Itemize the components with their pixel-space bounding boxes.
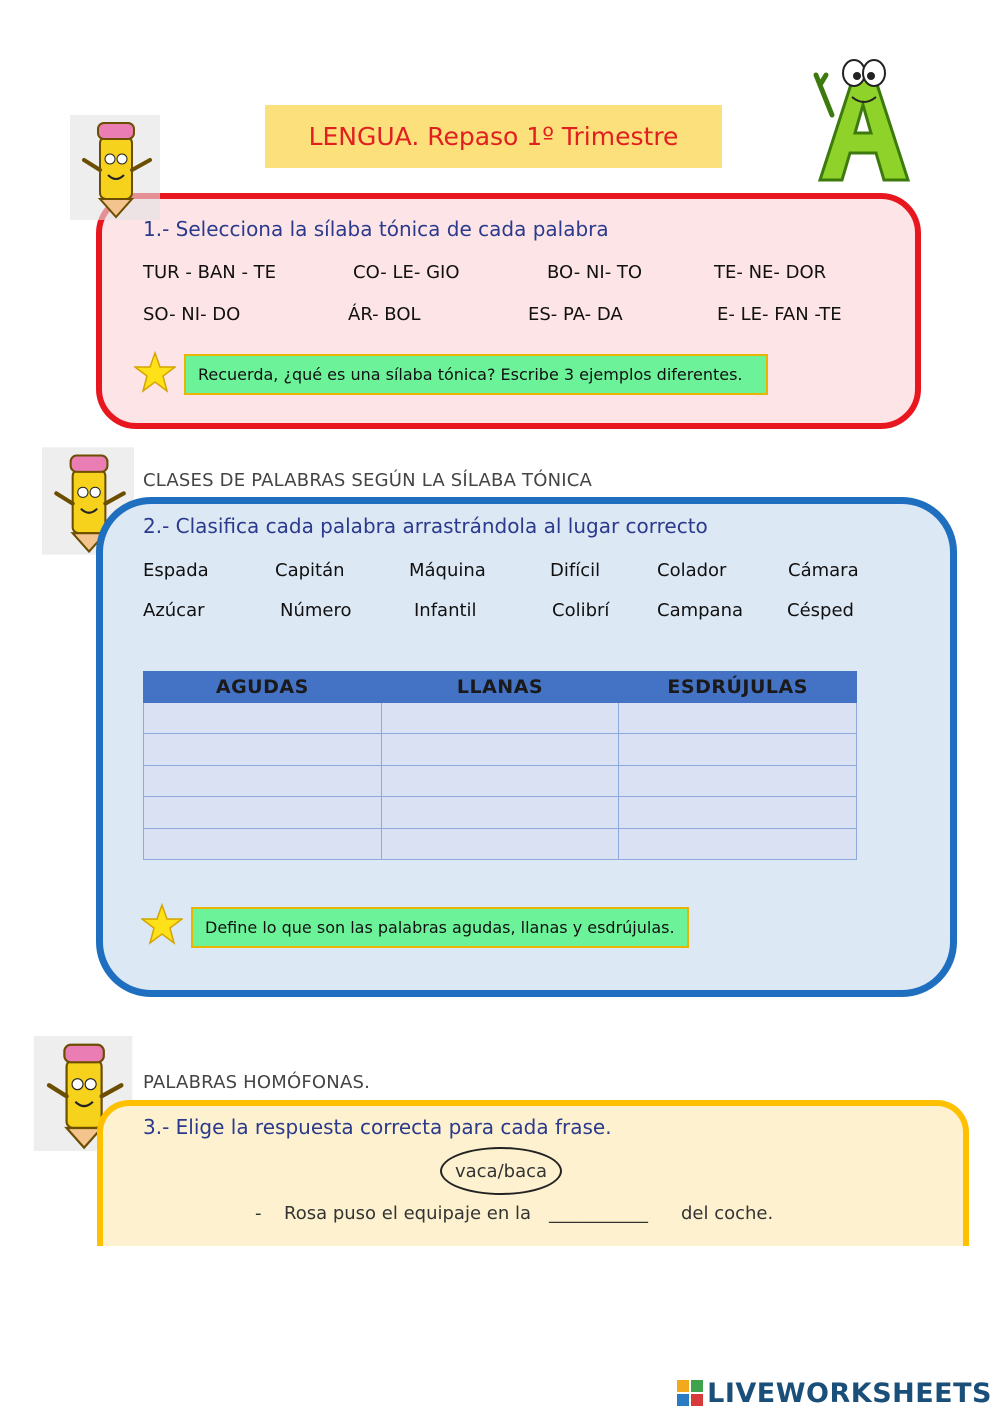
- draggable-word[interactable]: Cámara: [788, 560, 859, 581]
- drop-cell[interactable]: [144, 734, 382, 765]
- syllable-word[interactable]: SO- NI- DO: [143, 304, 241, 325]
- draggable-word[interactable]: Difícil: [550, 560, 601, 581]
- draggable-word[interactable]: Máquina: [409, 560, 486, 581]
- draggable-word[interactable]: Capitán: [275, 560, 345, 581]
- drop-cell[interactable]: [381, 703, 619, 734]
- syllable-word[interactable]: TE- NE- DOR: [714, 262, 827, 283]
- section-3-label: PALABRAS HOMÓFONAS.: [143, 1072, 371, 1093]
- table-row: [144, 765, 857, 796]
- syllable-word[interactable]: BO- NI- TO: [547, 262, 643, 283]
- syllable-word[interactable]: E- LE- FAN -TE: [717, 304, 842, 325]
- drop-cell[interactable]: [381, 734, 619, 765]
- section-2-heading: 2.- Clasifica cada palabra arrastrándola al lugar correcto: [143, 514, 708, 538]
- page-title: LENGUA. Repaso 1º Trimestre: [308, 122, 679, 151]
- draggable-word[interactable]: Infantil: [414, 600, 477, 621]
- section-2-label: CLASES DE PALABRAS SEGÚN LA SÍLABA TÓNICA: [143, 470, 593, 491]
- table-row: [144, 703, 857, 734]
- syllable-word[interactable]: ES- PA- DA: [528, 304, 623, 325]
- choice-option-text: vaca/baca: [454, 1160, 548, 1182]
- draggable-word[interactable]: Azúcar: [143, 600, 205, 621]
- syllable-word[interactable]: TUR - BAN - TE: [143, 262, 277, 283]
- draggable-word[interactable]: Colibrí: [552, 600, 610, 621]
- draggable-word[interactable]: Colador: [657, 560, 727, 581]
- draggable-word[interactable]: Número: [280, 600, 352, 621]
- letter-a-mascot-icon: [812, 45, 914, 185]
- liveworksheets-logo[interactable]: [677, 1376, 992, 1410]
- footer-brand: LIVEWORKSHEETS: [707, 1377, 992, 1409]
- star-icon: [141, 903, 183, 945]
- drop-cell[interactable]: [144, 703, 382, 734]
- drop-cell[interactable]: [144, 797, 382, 828]
- section-3-heading: 3.- Elige la respuesta correcta para cada frase.: [143, 1115, 612, 1139]
- syllable-word[interactable]: ÁR- BOL: [348, 304, 421, 325]
- table-row: [144, 828, 857, 859]
- draggable-word[interactable]: Césped: [787, 600, 854, 621]
- classification-table: [143, 671, 857, 860]
- table-header-row: [144, 672, 857, 703]
- hint-box-1[interactable]: [184, 354, 768, 395]
- hint-text-1: Recuerda, ¿qué es una sílaba tónica? Escribe 3 ejemplos diferentes.: [198, 365, 743, 384]
- logo-grid-icon: [677, 1380, 703, 1406]
- draggable-word[interactable]: Espada: [143, 560, 209, 581]
- sentence-bullet: -: [255, 1203, 262, 1224]
- drop-cell[interactable]: [381, 765, 619, 796]
- header-llanas: LLANAS: [381, 672, 619, 703]
- syllable-word[interactable]: CO- LE- GIO: [353, 262, 460, 283]
- star-icon: [134, 351, 176, 393]
- drop-cell[interactable]: [619, 797, 857, 828]
- drop-cell[interactable]: [619, 703, 857, 734]
- sentence-end: del coche.: [681, 1203, 774, 1224]
- drop-cell[interactable]: [381, 828, 619, 859]
- hint-text-2: Define lo que son las palabras agudas, llanas y esdrújulas.: [205, 918, 675, 937]
- section-1-heading: 1.- Selecciona la sílaba tónica de cada palabra: [143, 217, 609, 241]
- drop-cell[interactable]: [619, 734, 857, 765]
- hint-box-2[interactable]: [191, 907, 689, 948]
- drop-cell[interactable]: [619, 765, 857, 796]
- panel-cutoff: [90, 1246, 970, 1266]
- table-row: [144, 734, 857, 765]
- drop-cell[interactable]: [381, 797, 619, 828]
- drop-cell[interactable]: [144, 765, 382, 796]
- choice-dropdown[interactable]: [440, 1147, 562, 1195]
- table-row: [144, 797, 857, 828]
- drop-cell[interactable]: [144, 828, 382, 859]
- header-esdrujulas: ESDRÚJULAS: [619, 672, 857, 703]
- draggable-word[interactable]: Campana: [657, 600, 744, 621]
- header-agudas: AGUDAS: [144, 672, 382, 703]
- sentence-start: Rosa puso el equipaje en la: [284, 1203, 531, 1224]
- answer-blank[interactable]: ___________: [549, 1203, 648, 1224]
- drop-cell[interactable]: [619, 828, 857, 859]
- title-banner: [265, 105, 722, 168]
- pencil-mascot-icon: [70, 115, 160, 220]
